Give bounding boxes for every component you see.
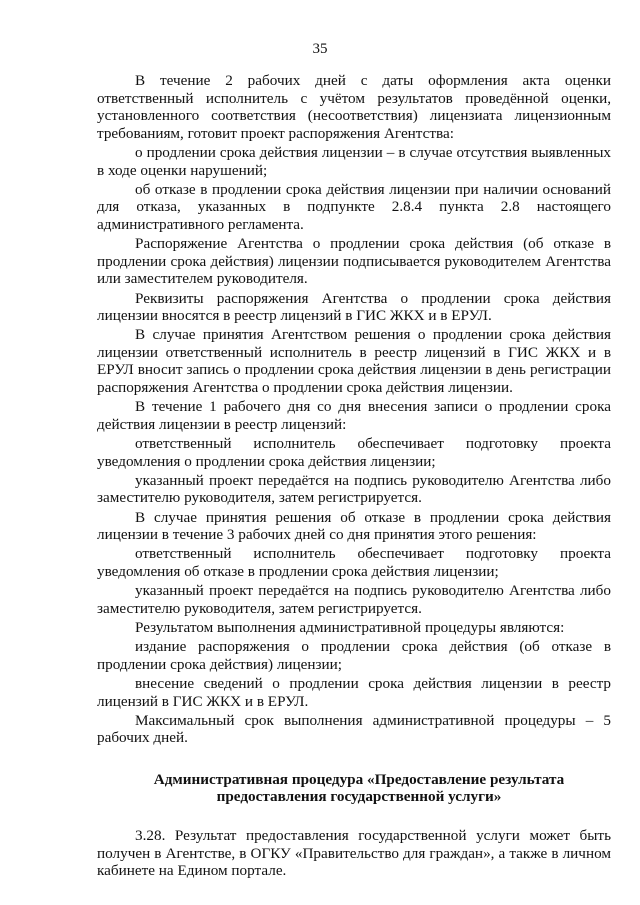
paragraph: Максимальный срок выполнения административной процедуры – 5 рабочих дней. [97,711,611,747]
paragraph-3-28: 3.28. Результат предоставления государственной услуги может быть получен в Агентстве, в ОГКУ «Правительство для граждан», а также в личном кабинете на Едином портале. [97,827,611,880]
paragraph: ответственный исполнитель обеспечивает подготовку проекта уведомления об отказе в продлении срока действия лицензии; [97,545,611,580]
paragraph: ответственный исполнитель обеспечивает подготовку проекта уведомления о продлении срока действия лицензии; [97,435,611,470]
section-heading [97,771,611,806]
document-body [97,72,611,881]
section-heading-line: предоставления государственной услуги» [216,788,502,806]
paragraph: В течение 2 рабочих дней с даты оформления акта оценки ответственный исполнитель с учётом результатов проведённой оценки, установленного соответствия (несоответствия) лицензиата лицензионным требованиям, готовит проект распоряжения Агентства: [97,72,611,142]
section-heading-line: Административная процедура «Предоставление результата [153,770,565,788]
page-number: 35 [312,41,328,57]
paragraph: о продлении срока действия лицензии – в случае отсутствия выявленных в ходе оценки нарушений; [97,143,611,179]
paragraph: указанный проект передаётся на подпись руководителю Агентства либо заместителю руководителя, затем регистрируется. [97,582,611,617]
paragraph: указанный проект передаётся на подпись руководителю Агентства либо заместителю руководителя, затем регистрируется. [97,471,611,507]
paragraph: В течение 1 рабочего дня со дня внесения записи о продлении срока действия лицензии в реестр лицензий: [97,398,611,433]
paragraph: Распоряжение Агентства о продлении срока действия (об отказе в продлении срока действия) лицензии подписывается руководителем Агентства или заместителем руководителя. [97,235,611,288]
paragraph: Реквизиты распоряжения Агентства о продлении срока действия лицензии вносятся в реестр лицензий в ГИС ЖКХ и в ЕРУЛ. [97,289,611,325]
paragraph: В случае принятия Агентством решения о продлении срока действия лицензии ответственный исполнитель в реестр лицензий в ГИС ЖКХ и в ЕРУЛ вносит запись о продлении срока действия лицензии в день регистрации распоряжения Агентства о продлении срока действия лицензии. [97,326,611,397]
paragraph: внесение сведений о продлении срока действия лицензии в реестр лицензий в ГИС ЖКХ и в ЕРУЛ. [97,674,611,710]
paragraph: Результатом выполнения административной процедуры являются: [135,618,565,636]
paragraph: В случае принятия решения об отказе в продлении срока действия лицензии в течение 3 рабочих дней со дня принятия этого решения: [97,508,611,544]
paragraph: об отказе в продлении срока действия лицензии при наличии оснований для отказа, указанных в подпункте 2.8.4 пункта 2.8 настоящего административного регламента. [97,180,611,233]
paragraph: издание распоряжения о продлении срока действия (об отказе в продлении срока действия) лицензии; [97,638,611,673]
